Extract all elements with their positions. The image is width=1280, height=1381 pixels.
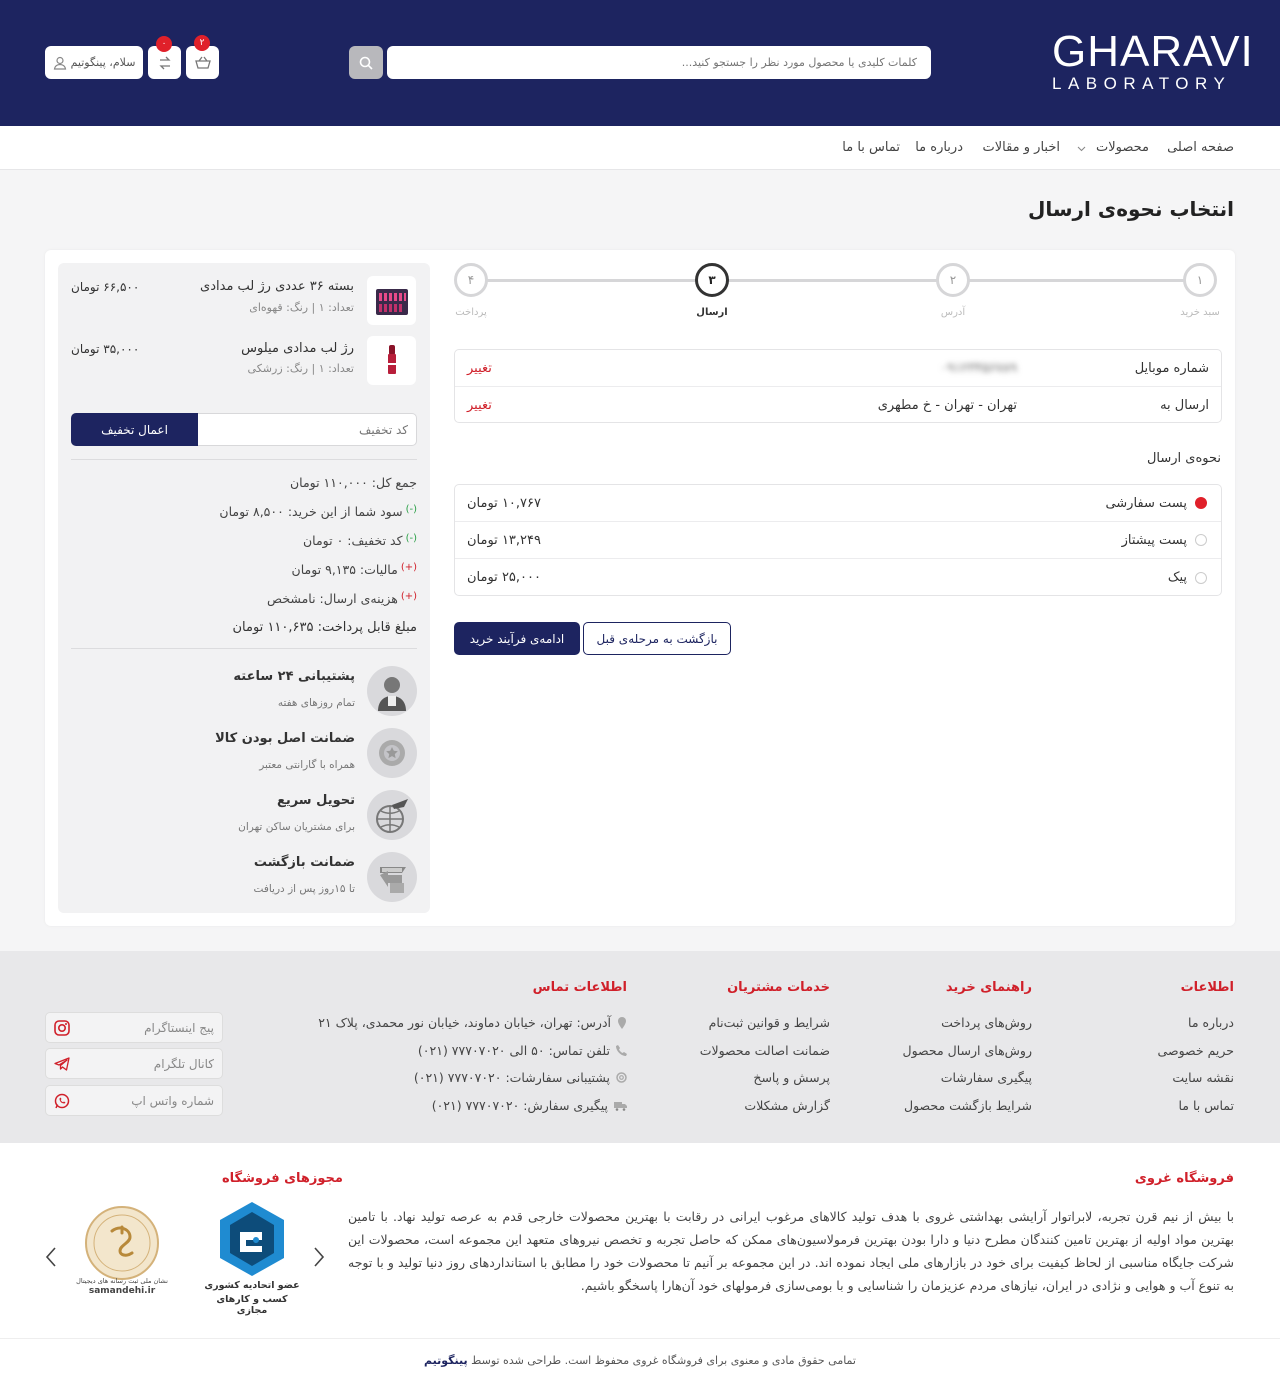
product-price: ۶۶,۵۰۰ تومان: [71, 280, 140, 294]
logo-subtext: LABORATORY: [1052, 74, 1232, 93]
plus-sign: (+): [400, 591, 417, 602]
step-label-shipping: ارسال: [696, 307, 728, 318]
logo-text: GHARAVI: [1052, 27, 1254, 76]
change-address-link[interactable]: تغییر: [467, 398, 492, 413]
footer-link[interactable]: گزارش مشکلات: [744, 1098, 830, 1113]
returns-icon: [367, 852, 417, 902]
nav-products[interactable]: محصولات: [1096, 140, 1149, 155]
nav-news[interactable]: اخبار و مقالات: [982, 140, 1060, 155]
support-icon: [367, 666, 417, 716]
feature-title: ضمانت بازگشت: [253, 855, 355, 870]
footer-info-title: اطلاعات: [1180, 980, 1234, 995]
cart-icon: [195, 55, 211, 71]
lipstick-box-image: [372, 281, 412, 321]
summary-profit-row: [219, 504, 417, 519]
product-price: ۳۵,۰۰۰ تومان: [71, 342, 140, 356]
divider: [71, 648, 417, 649]
footer-link[interactable]: شرایط و قوانین ثبت‌نام: [708, 1015, 830, 1030]
step-label-address: آدرس: [940, 307, 966, 318]
footer-link[interactable]: پرسش و پاسخ: [753, 1070, 830, 1085]
whatsapp-label: شماره واتس اپ: [131, 1093, 214, 1108]
compare-count-badge: ۰: [156, 36, 172, 52]
location-icon: [617, 1017, 627, 1029]
footer-link[interactable]: نقشه سایت: [1172, 1070, 1234, 1085]
compare-icon: [157, 55, 173, 71]
enamad-line2: کسب و کارهای مجازی: [216, 1294, 288, 1316]
feature-title: ضمانت اصل بودن کالا: [215, 731, 355, 746]
chevron-right-icon[interactable]: [313, 1246, 325, 1268]
step-label-payment: پرداخت: [455, 307, 487, 318]
nav-contact[interactable]: تماس با ما: [842, 140, 900, 155]
summary-discount-row: [303, 533, 417, 548]
summary-discount: کد تخفیف: ۰ تومان: [303, 533, 403, 548]
step-cart[interactable]: ۱: [1183, 263, 1217, 297]
nav-home[interactable]: صفحه اصلی: [1167, 140, 1234, 155]
footer-services-title: خدمات مشتریان: [727, 980, 830, 995]
user-icon: [53, 56, 67, 70]
copyright-text: تمامی حقوق مادی و معنوی برای فروشگاه غروی محفوظ است. طراحی شده توسط: [471, 1354, 856, 1367]
phone-icon: [616, 1045, 627, 1056]
whatsapp-icon: [54, 1093, 70, 1109]
summary-payable: مبلغ قابل پرداخت: ۱۱۰,۶۳۵ تومان: [232, 620, 417, 635]
footer-link[interactable]: شرایط بازگشت محصول: [904, 1098, 1032, 1113]
steps-track: [471, 279, 1200, 282]
mobile-row: [455, 350, 1221, 387]
site-logo[interactable]: [1052, 27, 1254, 96]
plus-sign: (+): [400, 562, 417, 573]
enamad-line1: عضو اتحادیه کشوری: [204, 1280, 300, 1291]
telegram-label: کانال تلگرام: [153, 1056, 214, 1071]
footer-link[interactable]: پیگیری سفارشات: [940, 1070, 1032, 1085]
licenses-title: مجوزهای فروشگاه: [222, 1171, 343, 1186]
minus-sign: (-): [405, 533, 417, 544]
about-title: فروشگاه غروی: [1134, 1171, 1234, 1186]
summary-total: جمع کل: ۱۱۰,۰۰۰ تومان: [289, 475, 417, 490]
designer-link[interactable]: پینگوتیم: [424, 1354, 468, 1367]
feature-subtitle: تا ۱۵روز پس از دریافت: [253, 883, 355, 895]
mobile-label: شماره موبایل: [1134, 360, 1209, 376]
product-name[interactable]: رژ لب مدادی میلوس: [241, 341, 354, 356]
minus-sign: (-): [405, 504, 417, 515]
shipping-method-title: نحوه‌ی ارسال: [1146, 451, 1221, 466]
samandehi-badge[interactable]: [75, 1203, 169, 1311]
discount-code-input[interactable]: [198, 414, 416, 445]
product-meta: تعداد: ۱ | رنگ: زرشکی: [247, 362, 354, 375]
feature-subtitle: تمام روزهای هفته: [277, 697, 355, 709]
samandehi-line2: samandehi.ir: [88, 1286, 156, 1296]
footer-contact-title: اطلاعات تماس: [532, 980, 627, 995]
summary-shipping: هزینه‌ی ارسال: نامشخص: [267, 591, 398, 606]
divider: [71, 459, 417, 460]
shipping-option[interactable]: [455, 522, 1221, 559]
footer-link[interactable]: حریم خصوصی: [1157, 1043, 1234, 1058]
send-to-value: تهران - تهران - خ مطهری: [877, 398, 1017, 413]
samandehi-line1: نشان ملی ثبت رسانه های دیجیتال: [76, 1277, 168, 1285]
contact-address: آدرس: تهران، خیابان دماوند، خیابان نور محمدی، پلاک ۲۱: [318, 1015, 627, 1030]
telegram-link[interactable]: [45, 1048, 223, 1079]
footer-link[interactable]: روش‌های ارسال محصول: [902, 1043, 1032, 1058]
contact-tracking: پیگیری سفارش: ۷۷۷۰۷۰۲۰ (۰۲۱): [432, 1098, 627, 1113]
radio-button[interactable]: [1195, 572, 1207, 584]
chevron-left-icon[interactable]: [45, 1246, 57, 1268]
telegram-icon: [54, 1056, 70, 1072]
feature-subtitle: برای مشتریان ساکن تهران: [238, 821, 355, 833]
feature-title: تحویل سریع: [276, 793, 355, 808]
mobile-value: ۰۹۱۲۳۴۵۶۷۸۹: [940, 360, 1017, 376]
instagram-label: پیج اینستاگرام: [144, 1020, 214, 1035]
product-name[interactable]: بسته ۳۶ عددی رژ لب مدادی: [200, 279, 354, 294]
enamad-logo: [216, 1200, 288, 1278]
copyright-bar: [0, 1338, 1280, 1381]
summary-shipping-row: [267, 591, 417, 606]
account-button[interactable]: [45, 46, 143, 79]
send-to-label: ارسال به: [1160, 398, 1209, 413]
instagram-link[interactable]: [45, 1012, 223, 1043]
contact-phone: تلفن تماس: ۵۰ الی ۷۷۷۰۷۰۲۰ (۰۲۱): [418, 1043, 627, 1058]
step-shipping: ۳: [695, 263, 729, 297]
footer-link[interactable]: درباره ما: [1188, 1015, 1234, 1030]
change-mobile-link[interactable]: تغییر: [467, 360, 492, 376]
product-meta: تعداد: ۱ | رنگ: قهوه‌ای: [249, 301, 354, 314]
cart-count-badge: ۲: [194, 35, 210, 51]
address-row: [455, 387, 1221, 424]
samandehi-logo: [82, 1203, 162, 1283]
summary-tax: مالیات: ۹,۱۳۵ تومان: [291, 562, 398, 577]
enamad-badge[interactable]: [200, 1200, 304, 1318]
apply-discount-button[interactable]: اعمال تخفیف: [71, 413, 198, 446]
greeting-label: سلام، پینگوتیم: [70, 56, 136, 69]
chevron-down-icon: [1077, 146, 1086, 152]
footer-guide-title: راهنمای خرید: [945, 980, 1032, 995]
summary-profit: سود شما از این خرید: ۸,۵۰۰ تومان: [219, 504, 403, 519]
order-info-box: [454, 349, 1222, 423]
guarantee-icon: [367, 728, 417, 778]
search-button[interactable]: [349, 46, 383, 79]
instagram-icon: [54, 1020, 70, 1036]
product-thumbnail[interactable]: [367, 276, 416, 325]
step-address[interactable]: ۲: [936, 263, 970, 297]
lifebuoy-icon: [616, 1072, 627, 1083]
shipping-option[interactable]: [455, 485, 1221, 522]
option-name: پست پیشتاز: [1121, 532, 1187, 548]
page-title: انتخاب نحوه‌ی ارسال: [1028, 197, 1234, 221]
main-nav: [0, 126, 1280, 170]
option-name: پیک: [1167, 570, 1187, 585]
footer-link[interactable]: روش‌های پرداخت: [941, 1015, 1032, 1030]
footer-link[interactable]: ضمانت اصالت محصولات: [699, 1043, 830, 1058]
lipstick-pencil-image: [372, 341, 412, 381]
truck-icon: [614, 1101, 627, 1111]
radio-button[interactable]: [1195, 497, 1207, 509]
step-payment: ۴: [454, 263, 488, 297]
summary-tax-row: [292, 562, 417, 577]
contact-support: پشتیبانی سفارشات: ۷۷۷۰۷۰۲۰ (۰۲۱): [414, 1070, 627, 1085]
whatsapp-link[interactable]: [45, 1085, 223, 1116]
search-input[interactable]: [387, 46, 931, 79]
nav-about[interactable]: درباره ما: [915, 140, 963, 155]
continue-button[interactable]: ادامه‌ی فرآیند خرید: [454, 622, 580, 655]
feature-subtitle: همراه با گارانتی معتبر: [259, 759, 355, 771]
product-thumbnail[interactable]: [367, 336, 416, 385]
feature-title: پشتیبانی ۲۴ ساعته: [233, 669, 355, 684]
radio-button[interactable]: [1195, 534, 1207, 546]
footer-link[interactable]: تماس با ما: [1178, 1098, 1234, 1113]
option-price: ۱۳,۲۴۹ تومان: [467, 532, 541, 548]
about-text: با بیش از نیم قرن تجربه، لابراتوار آرایشی بهداشتی غروی با هدف تولید کالاهای مرغوب ایرانی در رقابت با بهترین محصولات خارجی قدم به عرصه تولید نهاد. با تامین بهترین مواد اولیه از بهترین تامین کنندگان مطرح دنیا و دارا بودن بهترین فرمولاسیون‌های ممکن که حاصل تجربه و تخصص نیروهای متعهد این مجموعه است، محصولات این شرکت جایگاه مناسبی از لحاظ کیفیت برای خود در بازارهای ملی ایجاد نموده اند. در این مجموعه بر آنیم تا محصولات خود را مطابق با استانداردهای روز دنیا تولید و با توجه به تنوع آب و هوایی و نژادی در ایران، نیازهای مردم عزیزمان را شناسایی و با بومی‌سازی فرمولهای خود آن‌هارا پاسخگو باشیم.: [348, 1209, 1234, 1293]
option-price: ۱۰,۷۶۷ تومان: [467, 495, 541, 511]
option-price: ۲۵,۰۰۰ تومان: [467, 570, 541, 585]
fast-delivery-icon: [367, 790, 417, 840]
shipping-options: [454, 484, 1222, 596]
shipping-option[interactable]: [455, 559, 1221, 596]
option-name: پست سفارشی: [1105, 495, 1187, 511]
back-button[interactable]: بازگشت به مرحله‌ی قبل: [583, 622, 731, 655]
step-label-cart: سبد خرید: [1180, 307, 1220, 318]
search-icon: [359, 56, 373, 70]
